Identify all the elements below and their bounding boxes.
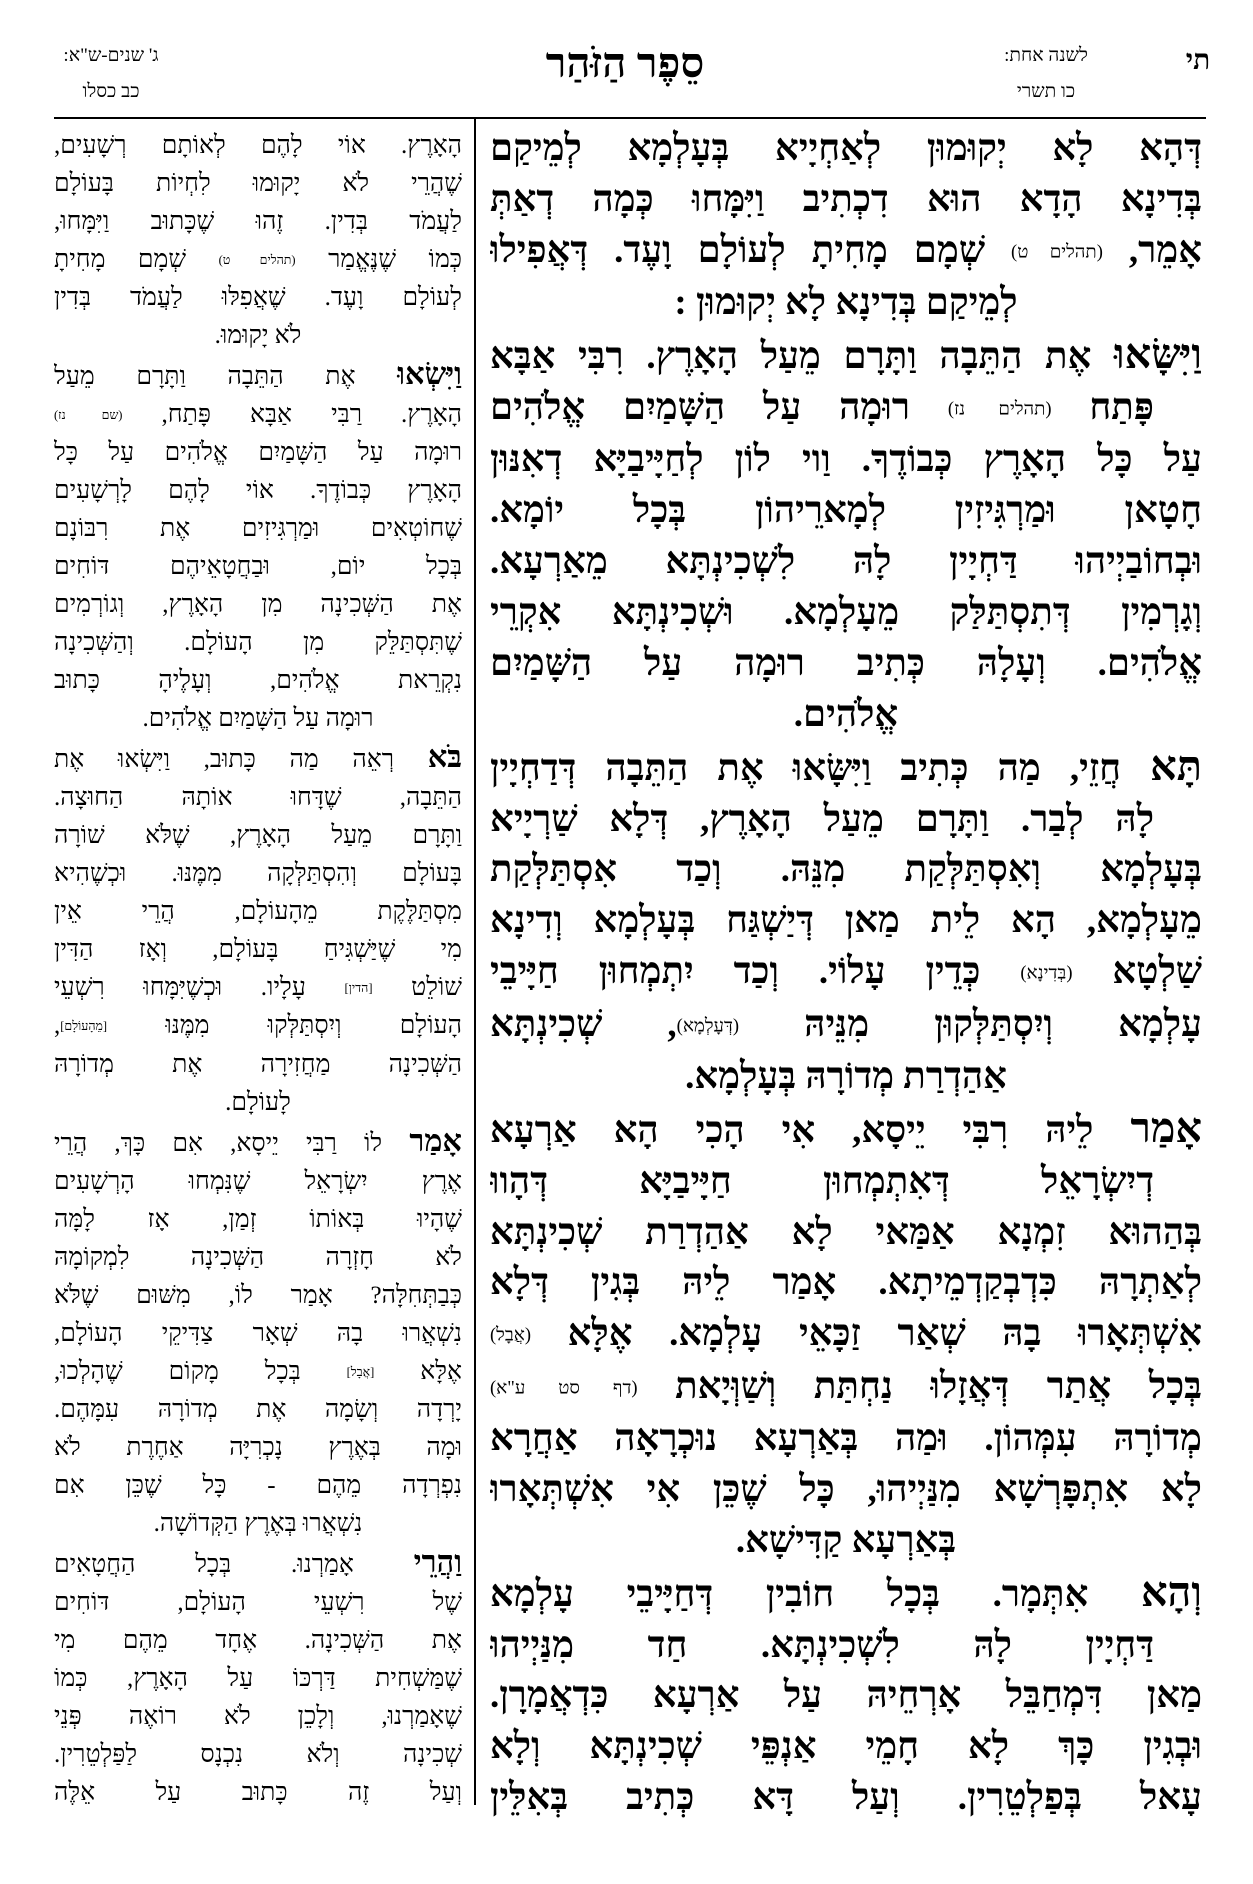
lead-word: וַיִּשְׂאוּ: [397, 357, 462, 392]
text-line: [54, 1774, 462, 1812]
text-line: [54, 317, 462, 355]
line-text: שְׁמָם מָחִיתָ לְעוֹלָם וָעֶד. דְּאֲפִילוּ: [490, 229, 1012, 271]
text-line: [490, 588, 1202, 639]
citation: (דְּעָלְמָא): [676, 1015, 740, 1036]
line-text: בְּדִינָא הָדָא הוּא דִכְתִיב וַיִּמָּחוּ כְּמָה דְאַתְּ: [490, 178, 1202, 220]
text-line: [54, 1084, 462, 1122]
line-text: עָלְמָא וְיִסְתַּלְּקוּן מִנֵּיהּ: [739, 1003, 1202, 1045]
text-line: [54, 241, 462, 279]
text-line: [490, 1722, 1202, 1773]
line-text: כְּמוֹ שֶׁנֶּאֱמַר: [295, 246, 462, 274]
text-line: [54, 855, 462, 893]
text-line: [490, 1157, 1202, 1208]
line-text: מִסְתַּלֶּקֶת מֵהָעוֹלָם, הֲרֵי אֵין: [54, 898, 462, 926]
text-line: [54, 1584, 462, 1622]
schedule-date-one-year: כו תשרי: [1016, 81, 1076, 102]
line-text: לָהּ לְבַר. וַתָּרָם מֵעַל הָאָרֶץ, דְּלָא שַׁרְיָיא: [490, 798, 1154, 840]
text-line: [54, 127, 462, 165]
line-text: שֶׁהָיוּ בְּאוֹתוֹ זְמַן, אָז לָמָּה: [54, 1205, 462, 1233]
text-line: [54, 586, 462, 624]
text-line: [54, 1007, 462, 1045]
text-line: [54, 624, 462, 662]
line-text: פָּתַח: [1051, 386, 1155, 428]
line-text: שׁוֹלֵט: [372, 974, 462, 1002]
line-text: שֶׁל רִשְׁעֵי הָעוֹלָם, דּוֹחִים: [54, 1588, 462, 1616]
text-line: [54, 1543, 462, 1584]
text-line: [54, 1505, 462, 1543]
line-text: לַעֲמֹד בְּדִין. זֶהוּ שֶׁכָּתוּב וַיִּמָּחוּ,: [54, 208, 462, 235]
text-line: [490, 435, 1202, 486]
lead-word: וְהָא: [1140, 1568, 1202, 1615]
lead-word: אָמַר: [1130, 1104, 1202, 1151]
line-text: הָעוֹלָם וְיִסְתַּלְּקוּ מִמֶּנּוּ: [107, 1012, 462, 1040]
line-text: לָעוֹלָם.: [225, 1088, 291, 1116]
text-line: [490, 690, 1202, 741]
text-line: [490, 175, 1202, 226]
text-line: [54, 779, 462, 817]
text-line: [490, 1103, 1202, 1157]
text-line: [54, 510, 462, 548]
line-text: לֹא חָזְרָה הַשְּׁכִינָה לִמְקוֹמָהּ: [54, 1243, 462, 1271]
line-text: שְׁמָם מָחִיתָ: [54, 246, 219, 274]
line-text: מִי שֶׁיַּשְׁגִּיחַ בָּעוֹלָם, וְאָז הַדִּין: [54, 936, 462, 964]
line-text: אֶת הַתֵּבָה וַתָּרָם מֵעַל הָאָרֶץ. רִבִּי אַבָּא: [490, 336, 1114, 377]
text-line: [54, 1315, 462, 1353]
citation: (תהלים ט): [1011, 242, 1103, 263]
text-line: [54, 931, 462, 969]
text-line: [54, 1163, 462, 1201]
citation: (בְּדִינָא): [1020, 963, 1073, 984]
line-text: מֵעָלְמָא, הָא לֵית מַאן דְּיַשְׁגַּח בְּעָלְמָא וְדִינָא: [490, 900, 1202, 942]
citation: [מֵהָעוֹלָם]: [60, 1019, 108, 1034]
text-line: [490, 1621, 1202, 1672]
text-line: [54, 396, 462, 434]
line-text: שֶׁמַּשְׁחִית דַּרְכּוֹ עַל הָאָרֶץ, כְּמוֹ: [54, 1664, 462, 1692]
text-line: [54, 1622, 462, 1660]
text-line: [54, 203, 462, 241]
text-line: [490, 639, 1202, 690]
line-text: שֶׁחוֹטְאִים וּמַרְגִּיזִים אֶת רִבּוֹנָם: [54, 515, 462, 543]
line-text: רוּמָה עַל הַשָּׁמַיִם אֱלֹהִים עַל כָּל: [54, 439, 462, 467]
line-text: הָאָרֶץ. אוֹי לָהֶם לְאוֹתָם רְשָׁעִים,: [54, 132, 462, 159]
line-text: בְּאַרְעָא קַדִּישָׁא.: [735, 1519, 957, 1561]
text-line: [54, 1467, 462, 1505]
schedule-label-one-year: לשנה אחת:: [1004, 45, 1088, 66]
line-text: נִפְרְדָה מֵהֶם - כָּל שֶׁכֵּן אִם: [54, 1471, 462, 1499]
text-line: [490, 383, 1202, 435]
line-text: הַשְּׁכִינָה מַחֲזִירָה אֶת מְדוֹרָהּ: [54, 1050, 462, 1078]
header-divider: [54, 117, 1206, 119]
line-text: אֶת הַשְּׁכִינָה מִן הָאָרֶץ, וְגוֹרְמִים: [54, 591, 462, 619]
text-line: [490, 1052, 1202, 1103]
line-text: דַּחְיָין לָהּ לִשְׁכִינְתָּא. חַד מִנַּיְיהוּ: [490, 1624, 1154, 1666]
text-line: [490, 1208, 1202, 1259]
text-line: [54, 1698, 462, 1736]
text-line: [490, 845, 1202, 896]
line-text: אֶת הַתֵּבָה וַתָּרָם מֵעַל: [54, 363, 398, 391]
line-text: ,: [54, 1012, 61, 1040]
line-text: וְגָרְמִין דְּתִסְתַּלַּק מֵעָלְמָא. וּשְׁכִינְתָּא אִקְרֵי: [490, 591, 1202, 633]
text-line: [490, 1362, 1202, 1414]
text-line: [490, 1465, 1202, 1516]
text-line: [490, 1516, 1202, 1567]
text-line: [490, 947, 1202, 999]
text-line: [490, 1414, 1202, 1465]
line-text: אַהַדְרַת מְדוֹרָהּ בְּעָלְמָא.: [685, 1055, 1007, 1097]
line-text: שַׁלְטָא: [1072, 951, 1202, 993]
line-text: בָּעוֹלָם וְהִסְתַּלְּקָה מִמֶּנּוּ. וּכְשֶׁהִיא: [54, 860, 462, 888]
text-line: [54, 548, 462, 586]
text-line: [54, 1201, 462, 1239]
study-schedule-one-year: [996, 38, 1096, 110]
line-text: לָא אִתְפָּרְשָׁא מִנַּיְיהוּ, כָּל שֶׁכֵּן אִי אִשְׁתְּאָרוּ: [490, 1468, 1202, 1510]
lead-word: וַהֲרֵי: [413, 1544, 462, 1579]
line-text: אִשְׁתְּאָרוּ בָהּ שְׁאַר זַכָּאֵי עָלְמָא. אֶלָּא: [531, 1313, 1202, 1355]
line-text: דְּהָא לָא יְקוּמוּן לְאַחְיָיא בְּעָלְמָא לְמֵיקַם: [490, 128, 1202, 169]
citation: (תהלים נז): [947, 399, 1052, 420]
citation: [הדין]: [344, 981, 373, 996]
line-text: נִשְׁאֲרוּ בְּאֶרֶץ הַקְּדוֹשָׁה.: [153, 1509, 363, 1537]
lead-word: תָּא: [1150, 742, 1202, 789]
line-text: וּבְחוֹבַיְיהוּ דַּחְיָין לָהּ לִשְׁכִינְתָּא מֵאַרְעָא.: [490, 541, 1202, 582]
line-text: וּמָה בְּאֶרֶץ נָכְרִיָּה אַחֶרֶת לֹא: [54, 1433, 462, 1461]
line-text: מַאן דִּמְחַבֵּל אָרְחֵיהּ עַל אַרְעָא כִּדְאֲמָרָן.: [490, 1675, 1202, 1717]
text-line: [490, 329, 1202, 383]
citation: (אֲבָל): [490, 1325, 531, 1346]
book-title: סֵפֶר הַזֹּהַר: [545, 41, 705, 87]
text-line: [54, 893, 462, 931]
line-text: לְעוֹלָם וָעֶד. שֶׁאֲפִלּוּ לַעֲמֹד בְּדִין: [54, 284, 462, 312]
line-text: אֱלֹהִים.: [793, 693, 899, 735]
line-text: שֶׁהֲרֵי לֹא יָקוּמוּ לִחְיוֹת בָּעוֹלָם: [54, 170, 462, 197]
schedule-label-three-years: ג' שנים-ש"א:: [63, 45, 159, 66]
text-line: [54, 1277, 462, 1315]
line-text: לֵיהּ רִבִּי יֵיסָא, אִי הָכִי הָא אַרְעָא: [490, 1109, 1131, 1151]
lead-word: בֹּא: [427, 740, 462, 775]
page-number: תי: [1185, 45, 1211, 76]
text-line: [490, 124, 1202, 175]
text-line: [54, 1239, 462, 1277]
line-text: עַל כָּל הָאָרֶץ כְּבוֹדֶךָ. וַוי לוֹן לְחַיָּיבַיָּא דְאִנּוּן: [490, 439, 1202, 481]
line-text: בְּעָלְמָא וְאִסְתַּלְּקַת מִנֵּהּ. וְכַד אִסְתַּלְּקַת: [490, 849, 1202, 891]
line-text: הַתֵּבָה, שֶׁדָּחוּ אוֹתָהּ הַחוּצָה.: [54, 784, 462, 812]
text-line: [490, 1567, 1202, 1621]
text-line: [54, 969, 462, 1007]
text-line: [490, 1258, 1202, 1309]
text-line: [54, 662, 462, 700]
column-divider: [474, 119, 476, 1805]
citation: [אֲבָל]: [346, 1364, 375, 1379]
line-text: נִשְׁאֲרוּ בָהּ שְׁאָר צַדִּיקֵי הָעוֹלָם,: [54, 1319, 462, 1347]
text-line: [54, 1122, 462, 1163]
line-text: לְמֵיקַם בְּדִינָא לָא יְקוּמוּן :: [674, 282, 1018, 324]
aramaic-text-column: [490, 124, 1202, 1824]
citation: (תהלים ט): [218, 253, 296, 267]
lead-word: אָמַר: [409, 1123, 462, 1158]
line-text: מְדוֹרָהּ עִמְּהוֹן. וּמַה בְּאַרְעָא נוּכְרָאָה אַחֲרָא: [490, 1417, 1202, 1459]
line-text: עָאל בְּפַלְטֵרִין. וְעַל דָּא כְּתִיב בְּאִלֵּין: [490, 1777, 1202, 1819]
text-line: [54, 165, 462, 203]
text-line: [490, 741, 1202, 795]
text-line: [54, 472, 462, 510]
line-text: , שְׁכִינְתָּא: [490, 1003, 677, 1045]
line-text: רוּמָה עַל הַשָּׁמַיִם אֱלֹהִים: [490, 386, 948, 428]
text-line: [54, 1429, 462, 1467]
line-text: בְּכָל אֲתַר דְּאֲזָלוּ נַחְתַּת וְשַׁוְּיָאת: [637, 1365, 1202, 1407]
schedule-date-three-years: כב כסלו: [82, 81, 140, 102]
text-line: [54, 738, 462, 779]
line-text: וּבְגִין כָּךְ לָא חָמֵי אַנְפֵּי שְׁכִינְתָּא וְלָא: [490, 1726, 1202, 1768]
line-text: הָאָרֶץ כְּבוֹדֶךָ. אוֹי לָהֶם לָרְשָׁעִים: [54, 477, 462, 505]
text-line: [490, 1671, 1202, 1722]
text-line: [490, 537, 1202, 588]
line-text: יָרְדָה וְשָׂמָה אֶת מְדוֹרָהּ עִמָּהֶם.: [54, 1395, 462, 1423]
line-text: לוֹ רַבִּי יֵיסָא, אִם כָּךְ, הֲרֵי: [54, 1129, 410, 1157]
line-text: אִתְּמָר. בְּכָל חוֹבִין דְּחַיָּיבֵי עָלְמָא: [490, 1573, 1141, 1615]
line-text: לֹא יָקוּמוּ.: [214, 322, 302, 350]
text-line: [490, 486, 1202, 537]
line-text: לְאַתְרָהּ כִּדְבְקַדְמֵיתָא. אָמַר לֵיהּ בְּגִין דְּלָא: [490, 1262, 1202, 1304]
line-text: אָמַרְנוּ. בְּכָל הַחֲטָאִים: [54, 1550, 414, 1578]
text-line: [490, 1000, 1202, 1052]
line-text: שְׁכִינָה וְלֹא נִכְנָס לַפַּלְטֵרִין.: [54, 1740, 462, 1768]
line-text: אֶת הַשְּׁכִינָה. אֶחָד מֵהֶם מִי: [54, 1626, 462, 1654]
line-text: אֶלָּא: [374, 1357, 462, 1385]
line-text: אָמֵר,: [1102, 229, 1202, 271]
text-line: [54, 434, 462, 472]
text-line: [490, 896, 1202, 947]
text-line: [54, 355, 462, 396]
line-text: וַתָּרָם מֵעַל הָאָרֶץ, שֶׁלֹּא שׁוֹרָה: [54, 822, 462, 850]
hebrew-translation-column: [54, 127, 462, 1812]
text-line: [490, 1773, 1202, 1824]
text-line: [54, 1660, 462, 1698]
line-text: רוּמָה עַל הַשָּׁמַיִם אֱלֹהִים.: [142, 705, 374, 733]
line-text: שֶׁאָמַרְנוּ, וְלָכֵן לֹא רוֹאֶה פְּנֵי: [54, 1702, 462, 1730]
line-text: אֶרֶץ יִשְׂרָאֵל שֶׁנִּמְחוּ הָרְשָׁעִים: [54, 1167, 462, 1195]
line-text: בְּהַהוּא זִמְנָא אַמַּאי לָא אַהַדְרַת שְׁכִינְתָּא: [490, 1211, 1202, 1253]
text-line: [54, 817, 462, 855]
line-text: נִקְרֵאת אֱלֹהִים, וְעָלֶיהָ כָּתוּב: [54, 667, 462, 695]
line-text: וְעַל זֶה כָּתוּב עַל אֵלֶּה: [54, 1778, 462, 1806]
citation: (שם נז): [54, 408, 123, 423]
text-line: [54, 1736, 462, 1774]
text-line: [490, 795, 1202, 846]
lead-word: וַיִּשָּׂאוּ: [1113, 331, 1202, 377]
text-line: [54, 1391, 462, 1429]
text-line: [490, 226, 1202, 278]
line-text: אֱלֹהִים. וְעָלָהּ כְּתִיב רוּמָה עַל הַשָּׁמַיִם: [490, 642, 1202, 684]
text-line: [490, 1309, 1202, 1361]
text-line: [54, 1046, 462, 1084]
line-text: חָטָאן וּמַרְגִּיזִין לְמָארֵיהוֹן בְּכָל יוֹמָא.: [490, 490, 1202, 532]
line-text: שֶׁתִּסְתַּלֵּק מִן הָעוֹלָם. וְהַשְּׁכִינָה: [54, 629, 462, 657]
line-text: חֲזֵי, מַה כְּתִיב וַיִּשָּׂאוּ אֶת הַתֵּבָה דְּדַחְיָין: [490, 747, 1151, 789]
line-text: הָאָרֶץ. רַבִּי אַבָּא פָּתַח,: [122, 401, 462, 429]
line-text: דְיִשְׂרָאֵל דְּאִתְמְחוּן חַיָּיבַיָּא דְּהָווּ: [490, 1160, 1154, 1202]
line-text: בְּכָל יוֹם, וּבַחֲטָאֵיהֶם דּוֹחִים: [54, 553, 462, 581]
text-line: [54, 1353, 462, 1391]
citation: (דף סט ע"א): [490, 1378, 638, 1398]
study-schedule-three-years: [50, 38, 172, 110]
line-text: רְאֵה מַה כָּתוּב, וַיִּשְׂאוּ אֶת: [54, 746, 428, 774]
text-line: [54, 279, 462, 317]
text-line: [54, 700, 462, 738]
text-line: [490, 278, 1202, 329]
line-text: כְּדֵין עָלוֹי. וְכַד יִתְמְחוּן חַיָּיבֵי: [490, 951, 1021, 993]
line-text: עָלָיו. וּכְשֶׁיִּמָּחוּ רִשְׁעֵי: [54, 974, 345, 1002]
line-text: כְּבַתְּחִלָּה? אָמַר לוֹ, מִשּׁוּם שֶׁלֹּא: [54, 1281, 462, 1309]
line-text: בְּכָל מָקוֹם שֶׁהָלְכוּ,: [54, 1357, 347, 1385]
